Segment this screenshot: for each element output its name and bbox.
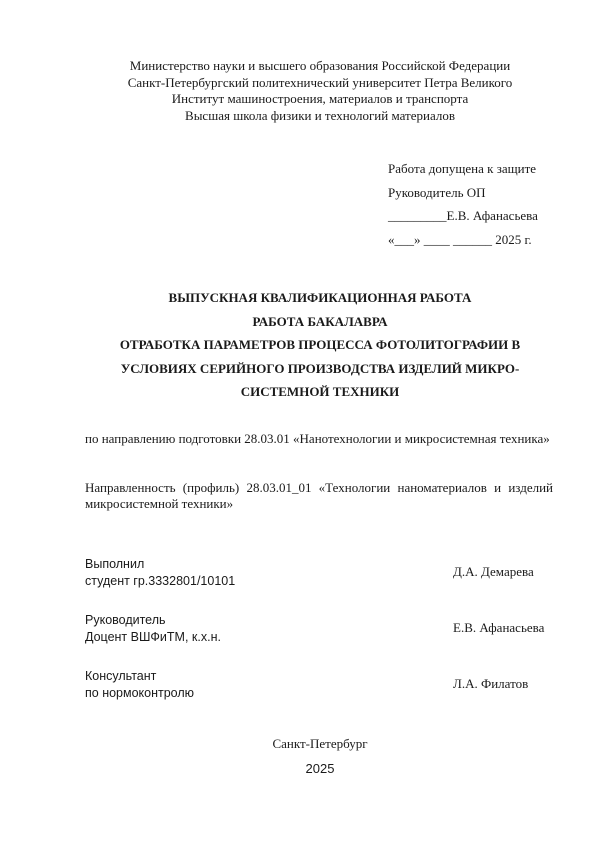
ministry-name: Министерство науки и высшего образования Российской Федерации — [129, 58, 511, 73]
topic-line-3: СИСТЕМНОЙ ТЕХНИКИ — [240, 384, 400, 399]
performer-name: Д.А. Демарева — [453, 564, 534, 579]
consultant-name: Л.А. Филатов — [453, 676, 529, 691]
approval-signature-line: _________Е.В. Афанасьева — [388, 208, 538, 223]
approval-head: Руководитель ОП — [388, 184, 486, 200]
supervisor-name: Е.В. Афанасьева — [453, 620, 545, 635]
profile-text: Направленность (профиль) 28.03.01_01 «Технологии наноматериалов и изделий микросистемной техники» — [85, 480, 553, 511]
work-type: ВЫПУСКНАЯ КВАЛИФИКАЦИОННАЯ РАБОТА — [168, 290, 472, 305]
topic-line-2: УСЛОВИЯХ СЕРИЙНОГО ПРОИЗВОДСТВА ИЗДЕЛИЙ МИКРО- — [120, 360, 520, 376]
organization-header — [40, 58, 595, 124]
consultant-role — [85, 668, 385, 701]
supervisor-role-line1: Руководитель — [85, 613, 166, 627]
supervisor-role — [85, 612, 385, 645]
year: 2025 — [305, 761, 335, 776]
supervisor-role-line2: Доцент ВШФиТМ, к.х.н. — [85, 629, 221, 644]
thesis-title — [85, 286, 555, 404]
university-name: Санкт-Петербургский политехнический университет Петра Великого — [127, 74, 513, 90]
topic-line-1: ОТРАБОТКА ПАРАМЕТРОВ ПРОЦЕССА ФОТОЛИТОГРАФИИ В — [119, 337, 521, 352]
approval-admitted: Работа допущена к защите — [388, 161, 537, 176]
approval-block — [388, 161, 588, 255]
institute-name: Институт машиностроения, материалов и транспорта — [171, 91, 469, 106]
work-subtype: РАБОТА БАКАЛАВРА — [252, 313, 388, 329]
approval-date-line: «___» ____ ______ 2025 г. — [388, 231, 532, 247]
city: Санкт-Петербург — [272, 736, 368, 751]
consultant-role-line1: Консультант — [85, 669, 157, 683]
performer-role — [85, 556, 385, 589]
performer-role-line1: Выполнил — [85, 557, 145, 571]
consultant-role-line2: по нормоконтролю — [85, 685, 195, 700]
direction-text: по направлению подготовки 28.03.01 «Нанотехнологии и микросистемная техника» — [85, 431, 550, 446]
school-name: Высшая школа физики и технологий материалов — [185, 107, 455, 123]
performer-role-line2: студент гр.3332801/10101 — [85, 573, 236, 588]
